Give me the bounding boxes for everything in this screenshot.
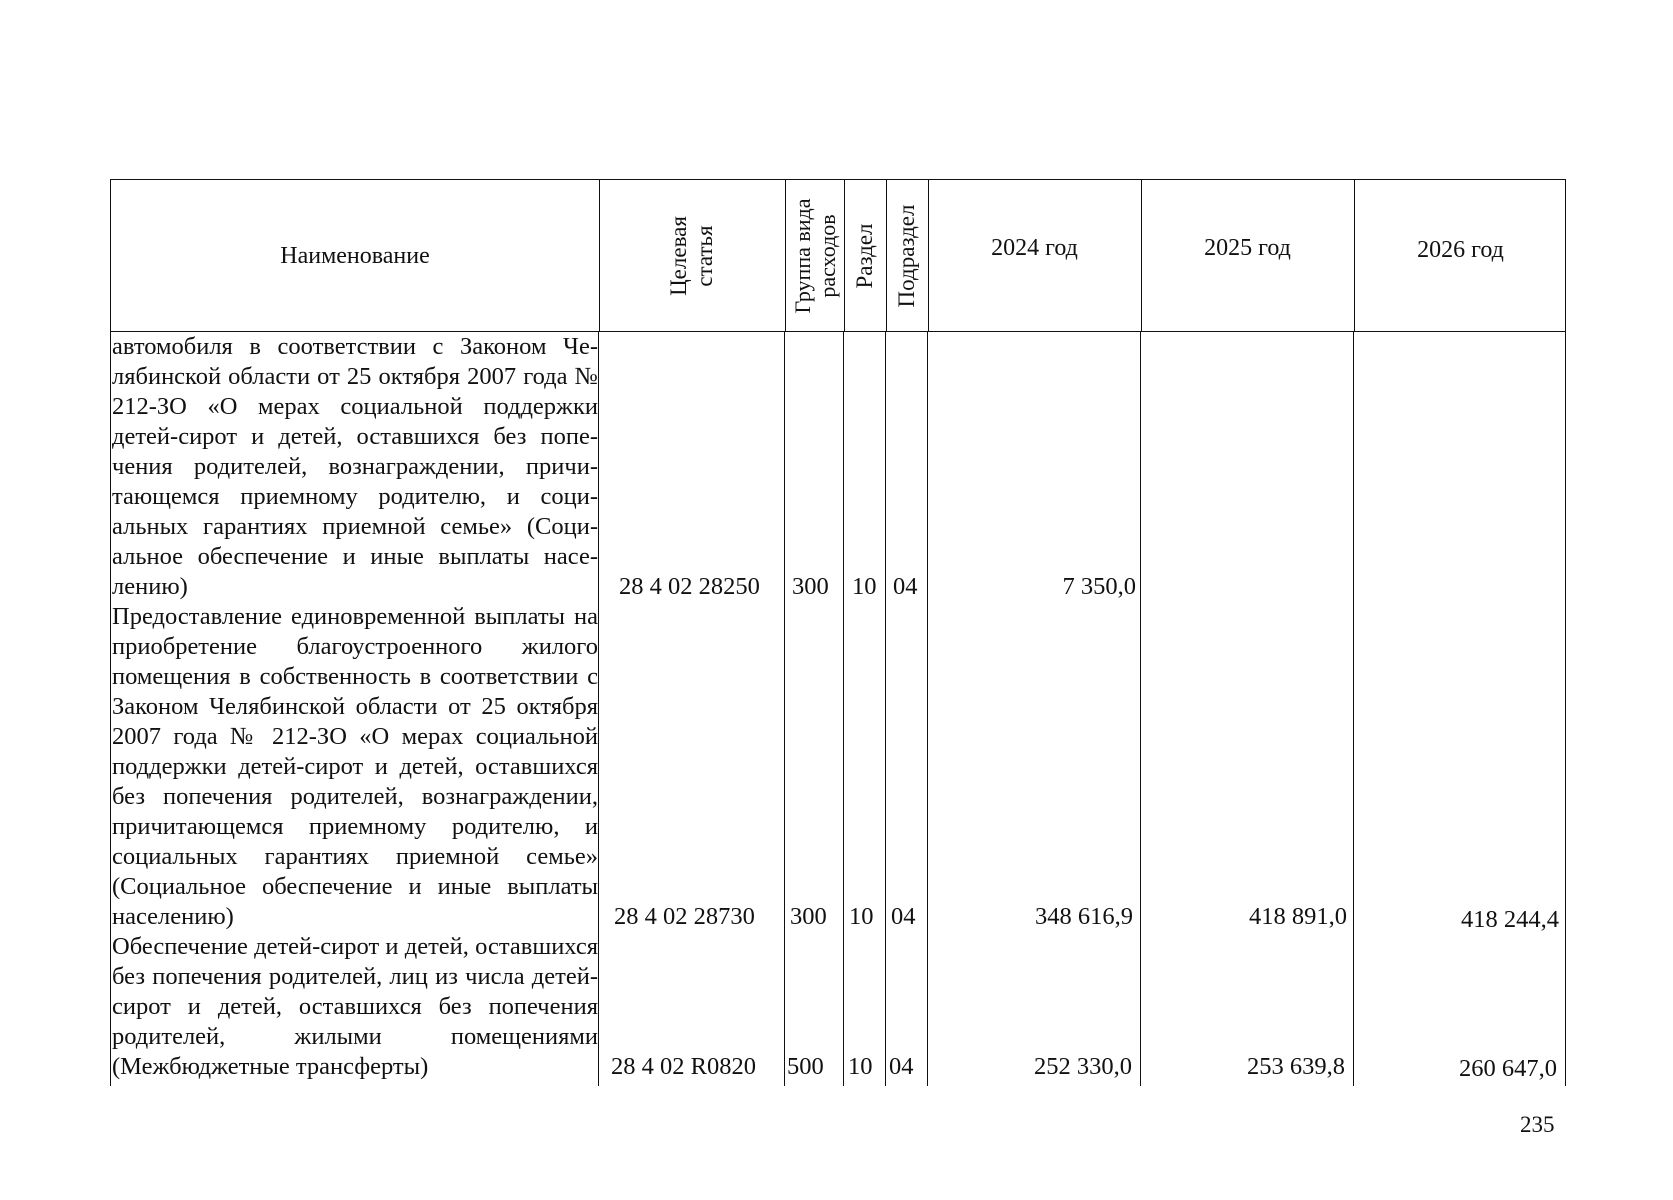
header-name: Наименование — [280, 242, 430, 269]
header-section-label: Раздел — [852, 222, 877, 289]
body-divider — [885, 332, 886, 1086]
row-section: 10 — [848, 1053, 873, 1080]
body-divider — [1565, 332, 1566, 1086]
header-subsection — [886, 180, 928, 331]
row-group: 500 — [787, 1053, 824, 1080]
row-name: Предоставление единовременной выплаты на приобретение благоустроенного жилого помещения в собственность в соответствии с Законом Челябинской области от 25 октября 2007 года № 212-ЗО «О мерах социальной поддержки детей-сирот и детей, оставшихся без попечения родителей, вознаграждении, причитающемся приемному родителю, и социальных гарантиях приемной семье» (Социальное обеспечение и иные выплаты населению) — [112, 603, 598, 930]
body-divider — [1353, 332, 1354, 1086]
row-2024: 7 350,0 — [1062, 573, 1136, 600]
row-2026: 260 647,0 — [1459, 1055, 1557, 1082]
header-2024: 2024 год — [991, 234, 1078, 261]
row-subsection: 04 — [893, 573, 918, 600]
header-group — [785, 180, 844, 331]
row-section: 10 — [849, 903, 874, 930]
row-2024: 348 616,9 — [1035, 903, 1133, 930]
row-section: 10 — [852, 573, 877, 600]
header-section — [844, 180, 886, 331]
row-subsection: 04 — [889, 1053, 914, 1080]
body-divider — [110, 332, 111, 1086]
row-target: 28 4 02 28250 — [619, 573, 760, 600]
row-subsection: 04 — [891, 903, 916, 930]
row-group: 300 — [790, 903, 827, 930]
row-target: 28 4 02 28730 — [614, 903, 755, 930]
row-2025: 253 639,8 — [1247, 1053, 1345, 1080]
header-2026: 2026 год — [1417, 236, 1504, 263]
page-number: 235 — [1520, 1112, 1555, 1137]
body-divider — [1140, 332, 1141, 1086]
header-target-label: Целевая статья — [666, 215, 717, 296]
body-divider — [598, 332, 599, 1086]
row-2024: 252 330,0 — [1034, 1053, 1132, 1080]
row-name: Обеспечение детей-сирот и детей, оставшихся без попечения родителей, лиц из числа детей-сирот и детей, оставшихся без попечения родителей, жилыми помещениями (Межбюджетные трансферты) — [112, 933, 598, 1080]
table-header — [110, 179, 1566, 332]
row-target: 28 4 02 R0820 — [611, 1053, 756, 1080]
row-name: автомобиля в соответствии с Законом Челябинской области от 25 октября 2007 года № 212-ЗО «О мерах социальной поддержки детей-сирот и детей, оставшихся без попечения родителей, вознаграждении, причитающемся приемному родителю, и социальных гарантиях приемной семье» (Социальное обеспечение и иные выплаты населению) — [112, 333, 598, 600]
header-target — [599, 180, 785, 331]
row-group: 300 — [792, 573, 829, 600]
body-divider — [843, 332, 844, 1086]
body-divider — [927, 332, 928, 1086]
header-group-label: Группа вида расходов — [789, 198, 840, 313]
row-2025: 418 891,0 — [1249, 903, 1347, 930]
row-2026: 418 244,4 — [1461, 906, 1559, 933]
header-2025: 2025 год — [1204, 234, 1291, 261]
header-subsection-label: Подраздел — [894, 204, 919, 307]
body-divider — [784, 332, 785, 1086]
